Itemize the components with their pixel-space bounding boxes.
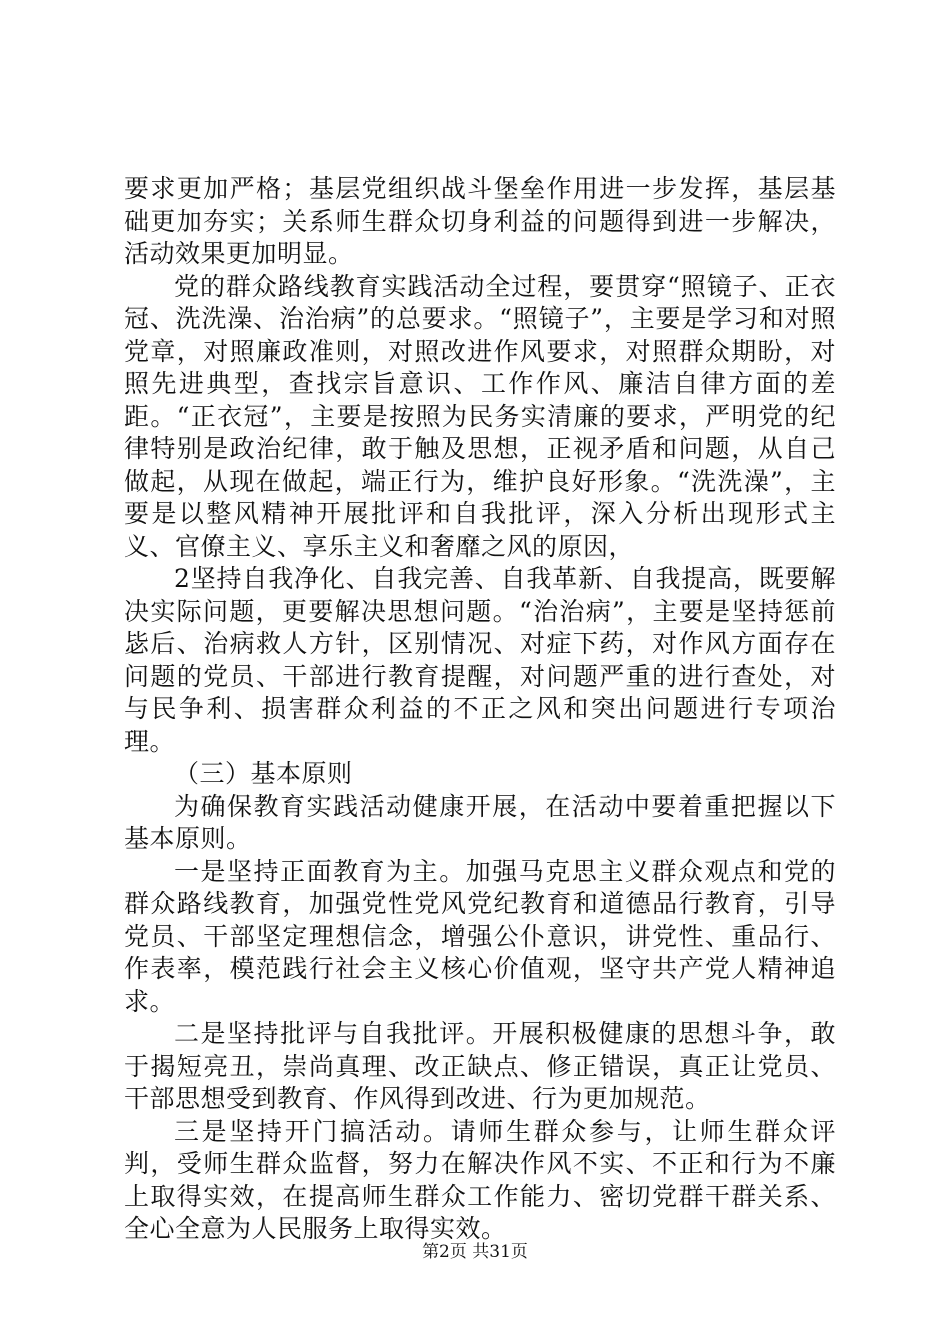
paragraph-principle-three: 三是坚持开门搞活动。请师生群众参与，让师生群众评判，受师生群众监督，努力在解决作风不实、不正和行为不廉上取得实效，在提高师生群众工作能力、密切党群干群关系、全心全意为人民服务上取得实效。	[124, 1116, 836, 1243]
paragraph-general-requirements: 党的群众路线教育实践活动全过程，要贯穿“照镜子、正衣冠、洗洗澡、治治病”的总要求。“照镜子”，主要是学习和对照党章，对照廉政准则，对照改进作风要求，对照群众期盼，对照先进典型，查找宗旨意识、工作作风、廉洁自律方面的差距。“正衣冠”，主要是按照为民务实清廉的要求，严明党的纪律特别是政治纪律，敢于触及思想，正视矛盾和问题，从自己做起，从现在做起，端正行为，维护良好形象。“洗洗澡”，主要是以整风精神开展批评和自我批评，深入分析出现形式主义、官僚主义、享乐主义和奢靡之风的原因，	[124, 271, 836, 561]
document-body	[124, 173, 836, 1246]
section-heading-basic-principles: （三）基本原则	[174, 759, 353, 788]
paragraph-self-improvement: 2坚持自我净化、自我完善、自我革新、自我提高，既要解决实际问题，更要解决思想问题。“治治病”，主要是坚持惩前毖后、治病救人方针，区别情况、对症下药，对作风方面存在问题的党员、干部进行教育提醒，对问题严重的进行查处，对与民争利、损害群众利益的不正之风和突出问题进行专项治理。	[124, 564, 836, 756]
paragraph-continuation: 要求更加严格；基层党组织战斗堡垒作用进一步发挥，基层基础更加夯实；关系师生群众切身利益的问题得到进一步解决，活动效果更加明显。	[124, 174, 836, 268]
paragraph-principle-two: 二是坚持批评与自我批评。开展积极健康的思想斗争，敢于揭短亮丑，崇尚真理、改正缺点、修正错误，真正让党员、干部思想受到教育、作风得到改进、行为更加规范。	[124, 1019, 836, 1113]
page-number-footer: 第2页 共31页	[422, 1242, 528, 1262]
paragraph-principles-intro: 为确保教育实践活动健康开展，在活动中要着重把握以下基本原则。	[124, 791, 836, 853]
paragraph-principle-one: 一是坚持正面教育为主。加强马克思主义群众观点和党的群众路线教育，加强党性党风党纪教育和道德品行教育，引导党员、干部坚定理想信念，增强公仆意识，讲党性、重品行、作表率，模范践行社会主义核心价值观，坚守共产党人精神追求。	[124, 856, 836, 1016]
